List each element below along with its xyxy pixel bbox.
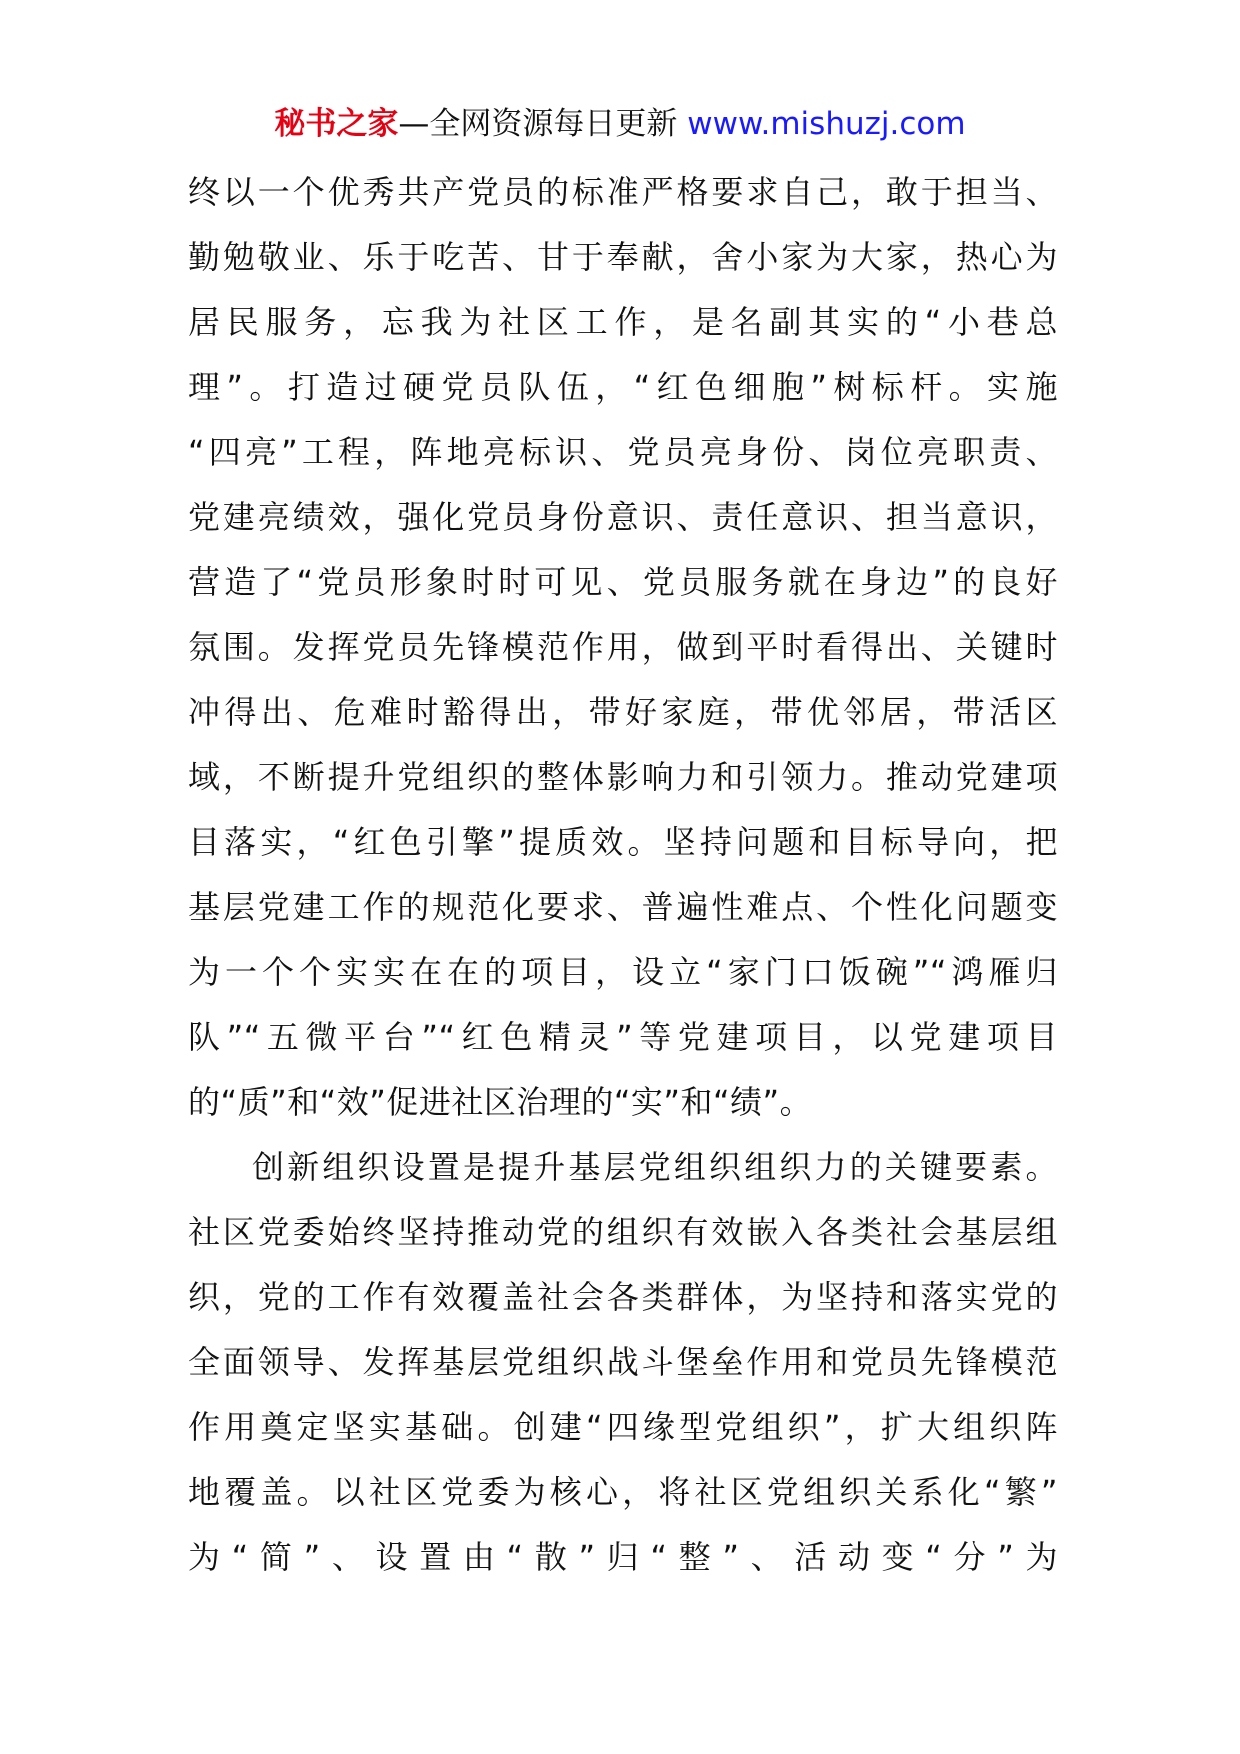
text-line: 氛围。发挥党员先锋模范作用，做到平时看得出、关键时 [188,628,1058,666]
site-brand: 秘书之家 [274,106,399,142]
text-line: 终以一个优秀共产党员的标准严格要求自己，敢于担当、 [188,173,1058,211]
text-line: 居民服务，忘我为社区工作，是名副其实的“小巷总 [188,303,1058,341]
paragraph-end-line: 的“质”和“效”促进社区治理的“实”和“绩”。 [188,1083,813,1121]
text-line: 为“简”、设置由“散”归“整”、活动变“分”为 [188,1538,1058,1576]
paragraph-start-line: 创新组织设置是提升基层党组织组织力的关键要素。 [252,1148,1058,1186]
document-body [188,160,1058,1590]
site-tagline: —全网资源每日更新 [398,106,688,142]
text-line: 队”“五微平台”“红色精灵”等党建项目，以党建项目 [188,1018,1058,1056]
text-line: 作用奠定坚实基础。创建“四缘型党组织”，扩大组织阵 [188,1408,1058,1446]
text-line: 目落实，“红色引擎”提质效。坚持问题和目标导向，把 [188,823,1058,861]
text-line: 冲得出、危难时豁得出，带好家庭，带优邻居，带活区 [188,693,1058,731]
site-header [0,102,1240,146]
text-line: 全面领导、发挥基层党组织战斗堡垒作用和党员先锋模范 [188,1343,1058,1381]
text-line: 社区党委始终坚持推动党的组织有效嵌入各类社会基层组 [188,1213,1058,1251]
text-line: 勤勉敬业、乐于吃苦、甘于奉献，舍小家为大家，热心为 [188,238,1058,276]
text-line: 理”。打造过硬党员队伍，“红色细胞”树标杆。实施 [188,368,1058,406]
site-url[interactable]: www.mishuzj.com [687,106,966,142]
text-line: 党建亮绩效，强化党员身份意识、责任意识、担当意识， [188,498,1058,536]
text-line: 织，党的工作有效覆盖社会各类群体，为坚持和落实党的 [188,1278,1058,1316]
text-line: 为一个个实实在在的项目，设立“家门口饭碗”“鸿雁归 [188,953,1058,991]
text-line: 营造了“党员形象时时可见、党员服务就在身边”的良好 [188,563,1058,601]
text-line: 基层党建工作的规范化要求、普遍性难点、个性化问题变 [188,888,1058,926]
text-line: 域，不断提升党组织的整体影响力和引领力。推动党建项 [188,758,1058,796]
text-line: 地覆盖。以社区党委为核心，将社区党组织关系化“繁” [188,1473,1058,1511]
text-line: “四亮”工程，阵地亮标识、党员亮身份、岗位亮职责、 [188,433,1058,471]
